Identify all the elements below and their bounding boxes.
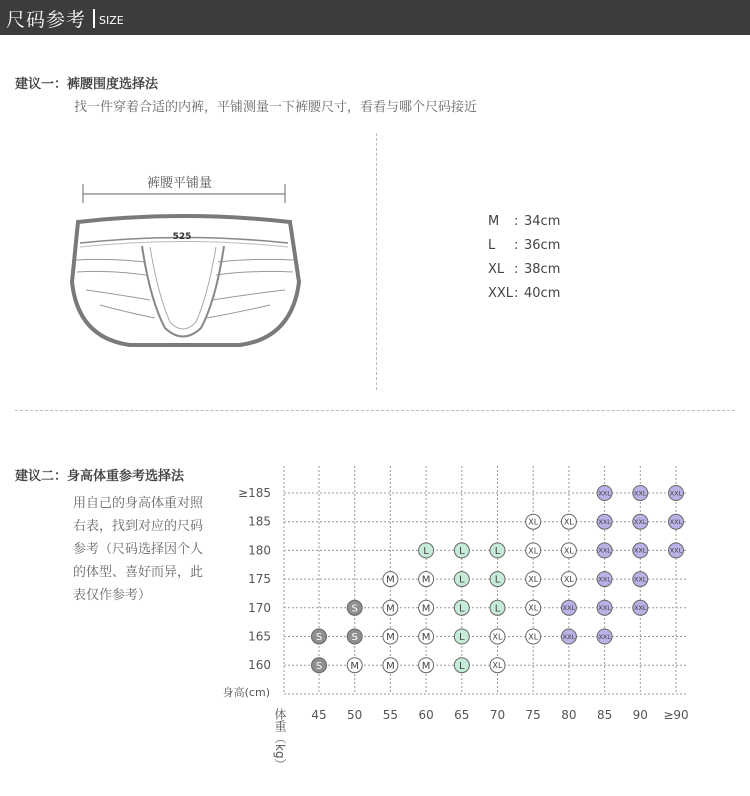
size-marker-label: XXL <box>669 489 683 498</box>
x-tick-label: 65 <box>454 708 470 722</box>
y-tick-label: 160 <box>248 658 271 673</box>
y-tick-label: ≥185 <box>238 486 271 500</box>
y-tick-label: 165 <box>248 629 271 644</box>
size-marker-label: XL <box>492 632 503 642</box>
size-marker-label: L <box>494 603 501 615</box>
x-tick-label: 70 <box>489 708 506 722</box>
size-marker-label: XXL <box>634 546 647 555</box>
size-marker-label: L <box>494 546 501 557</box>
size-marker-label: XXL <box>598 489 611 498</box>
size-marker-label: XXL <box>598 575 611 584</box>
size-label: XXL <box>488 286 514 301</box>
desc-line: 右表，找到对应的尺码 <box>73 519 204 534</box>
size-marker-label: L <box>423 546 429 557</box>
size-separator: : <box>514 214 519 229</box>
size-marker-label: XL <box>563 574 574 584</box>
size-marker-label: XL <box>528 517 539 527</box>
size-separator: : <box>514 286 519 301</box>
size-marker-label: L <box>459 574 465 586</box>
size-label: M <box>488 214 500 229</box>
suggestion1-title: 建议一：裤腰围度选择法 <box>15 77 159 92</box>
x-tick-label: 50 <box>347 708 363 722</box>
size-marker-label: XXL <box>598 518 611 527</box>
size-marker-label: S <box>351 632 358 644</box>
brief-logo: 525 <box>172 232 192 242</box>
x-tick-label: 45 <box>311 708 327 722</box>
size-value: 40cm <box>524 286 561 301</box>
size-marker-label: XL <box>563 517 574 527</box>
size-marker-label: XL <box>492 661 503 671</box>
size-marker-label: XXL <box>634 518 647 527</box>
size-separator: : <box>514 262 519 277</box>
size-marker-label: XL <box>528 574 539 584</box>
measure-label: 裤腰平铺量 <box>147 176 213 191</box>
y-tick-label: 175 <box>248 572 271 587</box>
size-marker-label: M <box>350 660 360 672</box>
size-marker-label: XXL <box>634 489 647 498</box>
desc-line: 的体型、喜好而异，此 <box>73 565 204 580</box>
suggestion2-title: 建议二：身高体重参考选择法 <box>15 469 185 484</box>
size-marker-label: XL <box>528 632 539 642</box>
size-marker-label: S <box>315 660 323 672</box>
header-title: 尺码参考 <box>6 9 87 31</box>
size-label: L <box>488 238 496 253</box>
x-tick-label: 60 <box>418 708 434 722</box>
x-tick-label: 85 <box>596 708 613 722</box>
size-marker-label: XXL <box>669 546 683 555</box>
x-axis-label: 体重（kg） <box>273 708 287 771</box>
size-marker-label: XXL <box>562 604 576 613</box>
size-marker-label: L <box>494 574 501 586</box>
desc-line: 表仅作参考） <box>73 588 152 603</box>
size-marker-label: M <box>421 603 431 615</box>
y-axis-label: 身高(cm) <box>222 686 270 699</box>
size-marker-label: M <box>386 574 395 586</box>
size-marker-label: M <box>386 632 395 644</box>
size-marker-label: XXL <box>562 632 576 641</box>
suggestion1-desc: 找一件穿着合适的内裤，平铺测量一下裤腰尺寸，看看与哪个尺码接近 <box>74 100 478 115</box>
size-marker-label: XL <box>528 546 539 556</box>
y-tick-label: 185 <box>248 514 271 529</box>
desc-line: 参考（尺码选择因个人 <box>73 542 204 557</box>
x-tick-label: 75 <box>525 708 541 722</box>
size-marker-label: M <box>421 574 431 586</box>
size-value: 38cm <box>524 262 561 277</box>
size-marker-label: L <box>459 632 465 644</box>
size-marker-label: M <box>421 632 431 644</box>
size-marker-label: XL <box>528 603 539 613</box>
size-marker-label: XXL <box>598 604 611 613</box>
y-tick-label: 180 <box>248 543 271 558</box>
x-tick-label: 55 <box>382 708 399 722</box>
size-marker-label: XXL <box>669 518 683 527</box>
size-marker-label: XXL <box>634 604 647 613</box>
size-value: 36cm <box>524 238 561 253</box>
x-tick-label: ≥90 <box>663 708 689 722</box>
size-value: 34cm <box>524 214 561 229</box>
x-tick-label: 90 <box>632 708 648 722</box>
size-marker-label: M <box>386 660 395 672</box>
size-label: XL <box>488 262 505 277</box>
x-tick-label: 80 <box>561 708 577 722</box>
size-marker-label: M <box>421 660 431 672</box>
size-marker-label: XXL <box>598 546 611 555</box>
size-marker-label: L <box>459 660 465 672</box>
size-marker-label: XL <box>563 546 574 556</box>
size-separator: : <box>514 238 519 253</box>
desc-line: 用自己的身高体重对照 <box>73 496 204 511</box>
header-subtitle: SIZE <box>99 14 124 27</box>
size-marker-label: XXL <box>634 575 647 584</box>
size-marker-label: XXL <box>598 632 611 641</box>
y-tick-label: 170 <box>248 600 271 615</box>
size-marker-label: S <box>351 603 358 615</box>
size-marker-label: S <box>315 632 323 644</box>
size-marker-label: L <box>459 603 465 615</box>
size-marker-label: L <box>459 546 465 557</box>
size-marker-label: M <box>386 603 395 615</box>
